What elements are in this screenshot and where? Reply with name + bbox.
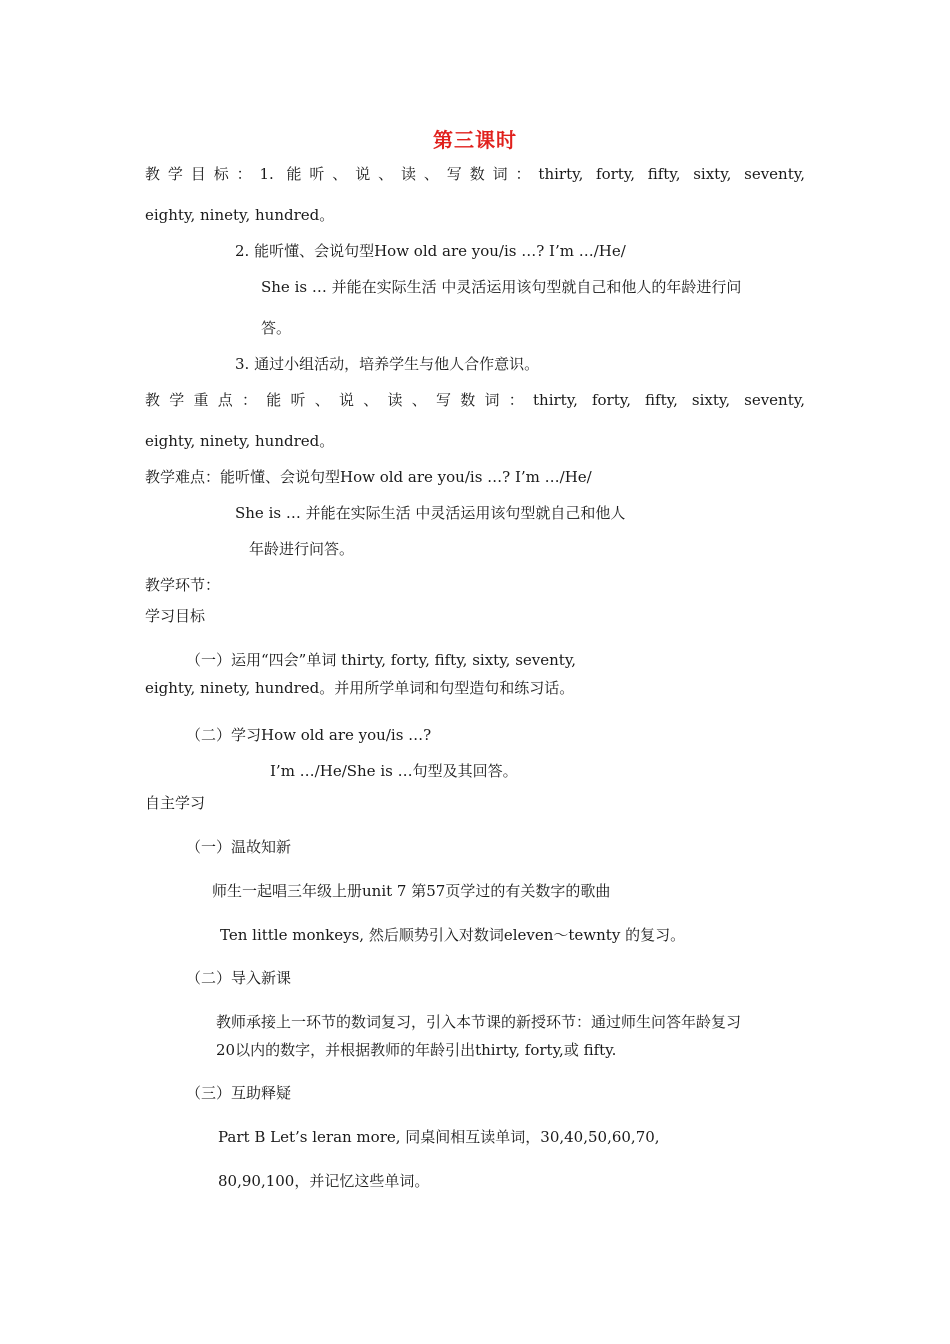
objective-1-line-1: 教学目标：1. 能听、说、读、写数词：thirty, forty, fifty, sixty, seventy, xyxy=(145,165,805,183)
key-points-line-2: eighty, ninety, hundred。 xyxy=(145,432,335,450)
teaching-steps-heading: 教学环节： xyxy=(145,576,221,594)
review-line-1: 师生一起唱三年级上册unit 7 第57页学过的有关数字的歌曲 xyxy=(212,882,611,900)
difficulties-line-1: 教学难点：能听懂、会说句型How old are you/is …? I’m …/He/ xyxy=(145,468,592,486)
mutual-help-line-2: 80,90,100，并记忆这些单词。 xyxy=(218,1172,430,1190)
objective-1-line-2: eighty, ninety, hundred。 xyxy=(145,206,335,224)
objective-3: 3. 通过小组活动，培养学生与他人合作意识。 xyxy=(235,355,540,373)
learning-goals-heading: 学习目标 xyxy=(145,607,206,625)
new-lesson-heading: （二）导入新课 xyxy=(186,969,292,987)
goal-2-line-2: I’m …/He/She is …句型及其回答。 xyxy=(270,762,518,780)
mutual-help-line-1: Part B Let’s leran more, 同桌间相互读单词，30,40,50,60,70, xyxy=(218,1128,660,1146)
review-heading: （一）温故知新 xyxy=(186,838,292,856)
page-title: 第三课时 xyxy=(433,128,517,152)
objective-2-line-1: 2. 能听懂、会说句型How old are you/is …? I’m …/He/ xyxy=(235,242,626,260)
self-study-heading: 自主学习 xyxy=(145,794,206,812)
review-line-2: Ten little monkeys, 然后顺势引入对数词eleven～tewnty 的复习。 xyxy=(220,926,686,944)
new-lesson-line-2: 20以内的数字，并根据教师的年龄引出thirty, forty,或 fifty. xyxy=(216,1041,617,1059)
mutual-help-heading: （三）互助释疑 xyxy=(186,1084,292,1102)
key-points-line-1: 教学重点：能听、说、读、写数词：thirty, forty, fifty, sixty, seventy, xyxy=(145,391,805,409)
goal-1-line-1: （一）运用“四会”单词 thirty, forty, fifty, sixty, seventy, xyxy=(186,651,577,669)
objective-2-line-2: She is … 并能在实际生活 中灵活运用该句型就自己和他人的年龄进行问 xyxy=(261,278,742,296)
difficulties-line-2: She is … 并能在实际生活 中灵活运用该句型就自己和他人 xyxy=(235,504,626,522)
difficulties-line-3: 年龄进行问答。 xyxy=(249,540,355,558)
goal-2-line-1: （二）学习How old are you/is …? xyxy=(186,726,432,744)
objective-2-line-3: 答。 xyxy=(261,319,292,337)
goal-1-line-2: eighty, ninety, hundred。并用所学单词和句型造句和练习话。 xyxy=(145,679,575,697)
new-lesson-line-1: 教师承接上一环节的数词复习，引入本节课的新授环节：通过师生问答年龄复习 xyxy=(216,1013,742,1031)
